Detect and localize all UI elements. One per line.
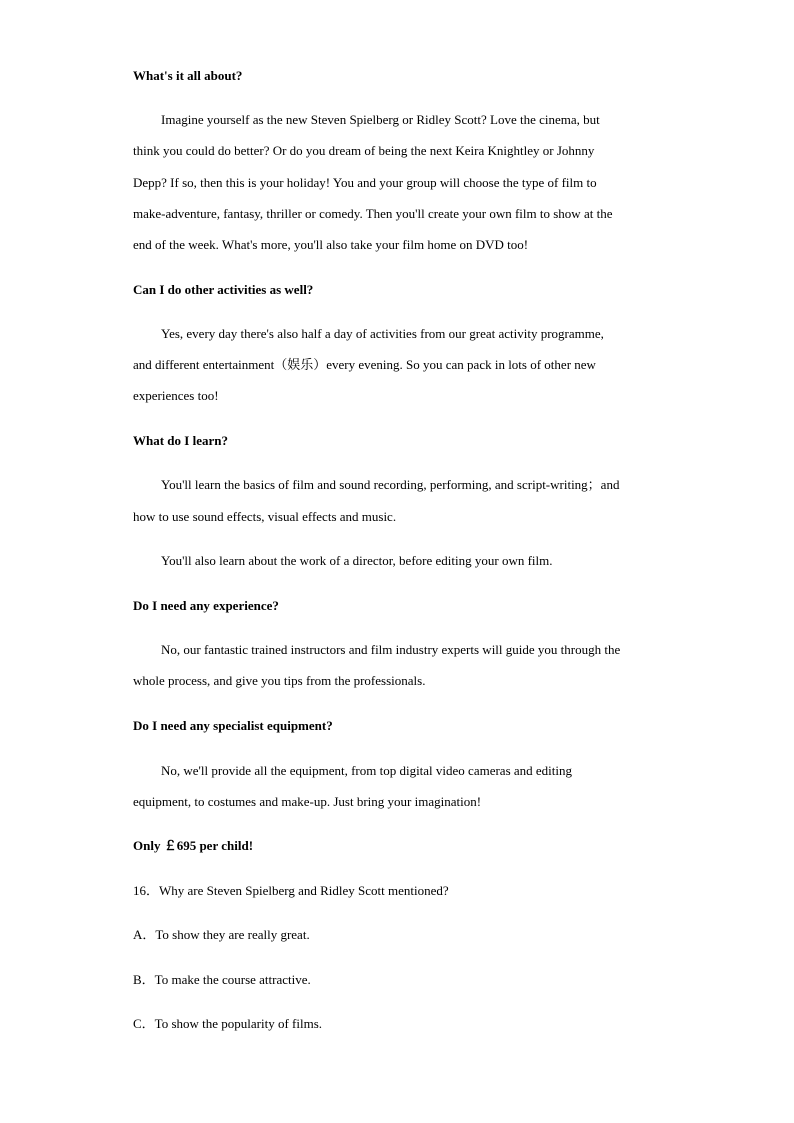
section-heading-about: What's it all about?	[133, 68, 243, 83]
paragraph-line: Imagine yourself as the new Steven Spielberg or Ridley Scott? Love the cinema, but	[161, 112, 600, 127]
paragraph-line: No, we'll provide all the equipment, from top digital video cameras and editing	[161, 763, 573, 778]
paragraph-line: No, our fantastic trained instructors and film industry experts will guide you through the	[161, 642, 621, 657]
paragraph-line: You'll also learn about the work of a director, before editing your own film.	[161, 553, 553, 568]
price-line: Only ￡695 per child!	[133, 838, 254, 853]
question-stem: 16．Why are Steven Spielberg and Ridley Scott mentioned?	[133, 883, 449, 898]
paragraph-line: You'll learn the basics of film and sound recording, performing, and script-writing；and	[161, 477, 620, 492]
answer-option-c: C．To show the popularity of films.	[133, 1016, 323, 1031]
answer-option-a: A．To show they are really great.	[133, 927, 310, 942]
paragraph-line: Depp? If so, then this is your holiday! You and your group will choose the type of film to	[133, 175, 597, 190]
answer-option-b: B．To make the course attractive.	[133, 972, 311, 987]
paragraph-line: Yes, every day there's also half a day of activities from our great activity programme,	[161, 326, 604, 341]
paragraph-line: and different entertainment（娱乐）every evening. So you can pack in lots of other new	[133, 357, 596, 372]
section-heading-equipment: Do I need any specialist equipment?	[133, 718, 333, 733]
paragraph-line: equipment, to costumes and make-up. Just bring your imagination!	[133, 794, 482, 809]
paragraph-line: whole process, and give you tips from the professionals.	[133, 673, 426, 688]
paragraph-line: how to use sound effects, visual effects and music.	[133, 509, 397, 524]
section-heading-activities: Can I do other activities as well?	[133, 282, 314, 297]
section-heading-experience: Do I need any experience?	[133, 598, 279, 613]
paragraph-line: think you could do better? Or do you dream of being the next Keira Knightley or Johnny	[133, 143, 595, 158]
section-heading-learn: What do I learn?	[133, 433, 228, 448]
paragraph-line: end of the week. What's more, you'll also take your film home on DVD too!	[133, 237, 529, 252]
paragraph-line: make-adventure, fantasy, thriller or comedy. Then you'll create your own film to show at the	[133, 206, 613, 221]
paragraph-line: experiences too!	[133, 388, 219, 403]
